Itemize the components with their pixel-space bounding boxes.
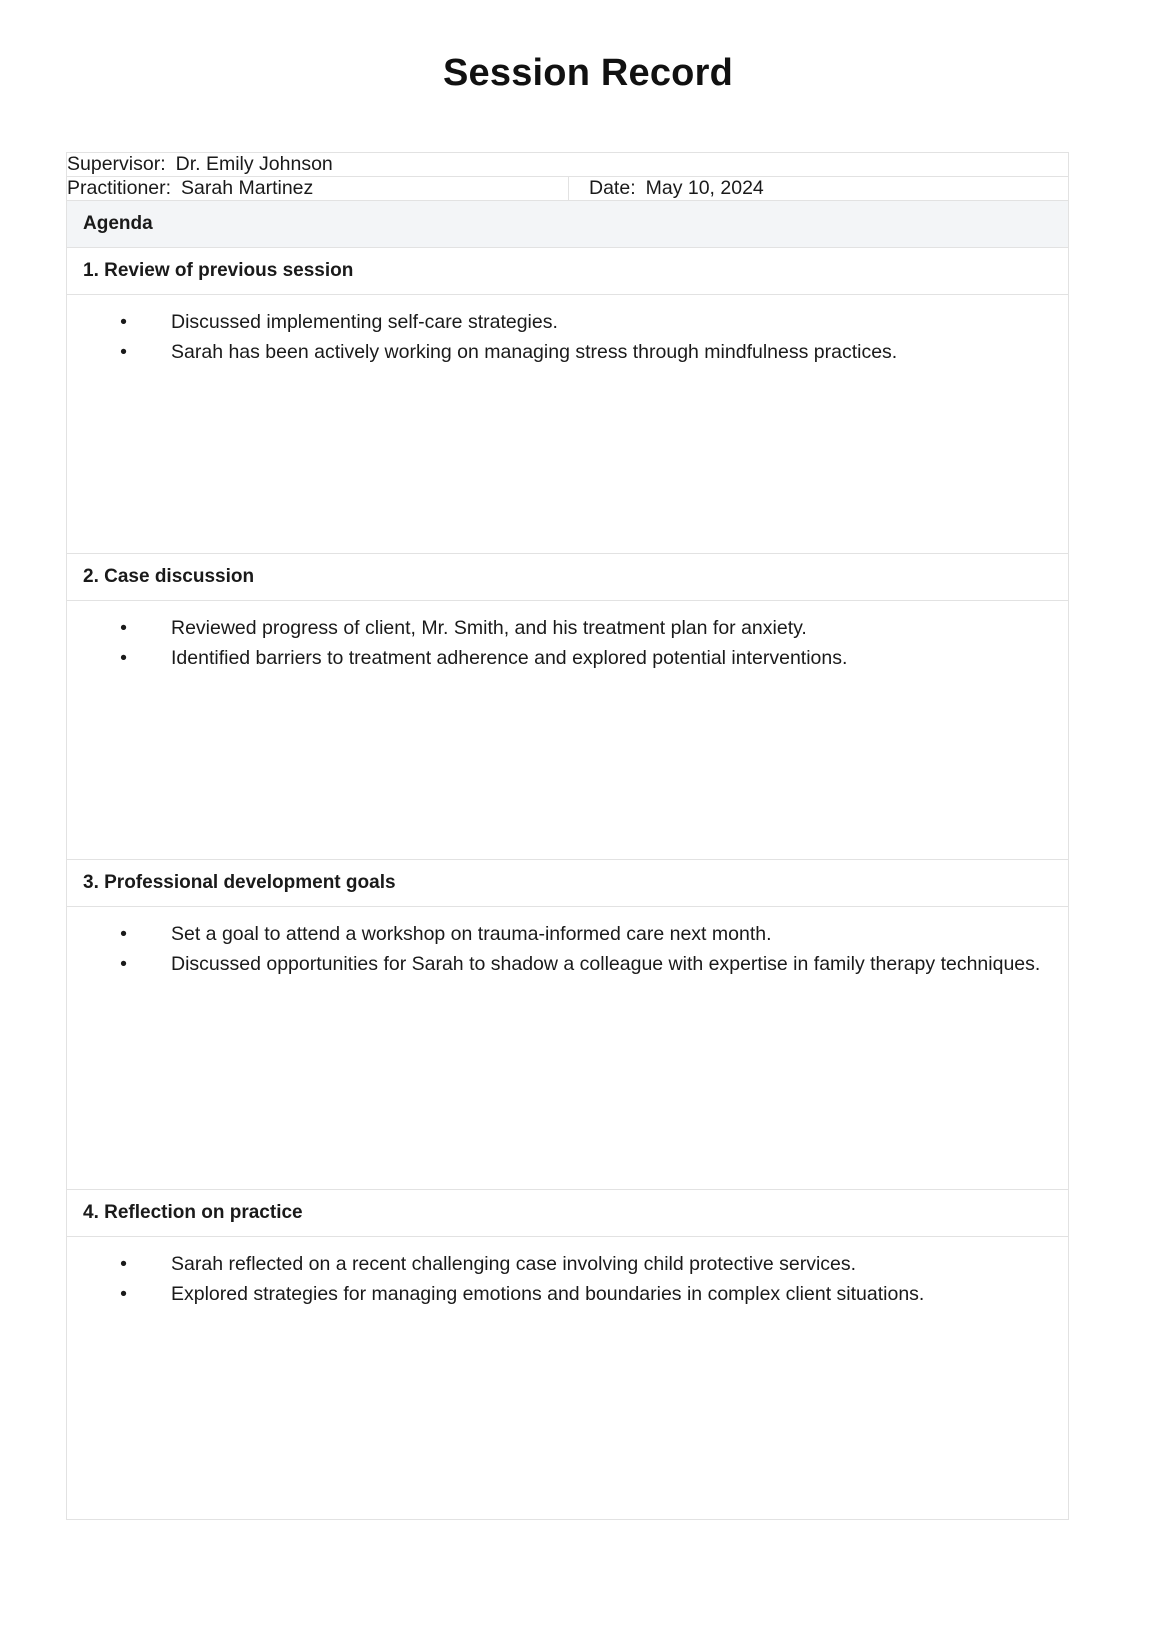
agenda-header-label: Agenda [83,213,153,234]
page-title: Session Record [442,52,733,94]
list-item [75,339,1046,367]
list-item-text: Explored strategies for managing emotions and boundaries in complex client situations. [171,1282,925,1305]
supervisor-cell [67,153,1069,177]
section-title-3: 3. Professional development goals [83,872,396,893]
date-label: Date: [589,177,636,199]
table-row-section-title-4 [67,1190,1069,1237]
section-title-2: 2. Case discussion [83,566,255,587]
section-title-cell-4 [67,1190,1069,1237]
section-body-cell-1 [67,295,1069,554]
bullet-icon: • [120,617,127,639]
list-item [75,309,1046,337]
supervisor-value: Dr. Emily Johnson [175,153,333,175]
list-item-text: Discussed opportunities for Sarah to shadow a colleague with expertise in family therapy techniques. [171,952,1041,975]
bullet-icon: • [120,340,127,363]
date-cell [569,177,1069,201]
list-item-text: Identified barriers to treatment adherence and explored potential interventions. [171,646,848,669]
table-row-section-title-1 [67,248,1069,295]
list-item-text: Reviewed progress of client, Mr. Smith, and his treatment plan for anxiety. [171,617,807,639]
bullet-icon: • [120,311,127,333]
section-body-3 [67,907,1068,990]
section-body-cell-2 [67,601,1069,860]
bullet-icon: • [120,952,127,975]
date-value: May 10, 2024 [645,177,764,199]
table-row-section-body-4 [67,1237,1069,1520]
bullet-icon: • [120,923,127,945]
list-item-text: Discussed implementing self-care strategies. [171,311,558,333]
practitioner-label: Practitioner: [67,177,172,199]
table-row-section-title-3 [67,860,1069,907]
section-title-1: 1. Review of previous session [83,260,354,281]
table-row-section-title-2 [67,554,1069,601]
section-body-2 [67,601,1068,684]
list-item [75,1281,1046,1309]
list-item-text: Set a goal to attend a workshop on trauma-informed care next month. [171,923,772,945]
table-row-supervisor [67,153,1069,177]
section-body-cell-4 [67,1237,1069,1520]
section-body-4 [67,1237,1068,1320]
supervisor-label: Supervisor: [67,153,166,175]
section-title-cell-3 [67,860,1069,907]
list-item [75,615,1046,643]
session-record-table [66,152,1069,1520]
table-row-section-body-2 [67,601,1069,860]
list-item [75,921,1046,949]
list-item [75,951,1046,979]
section-title-cell-2 [67,554,1069,601]
table-row-section-body-1 [67,295,1069,554]
table-row-section-body-3 [67,907,1069,1190]
list-item-text: Sarah reflected on a recent challenging case involving child protective services. [171,1253,857,1275]
bullet-icon: • [120,1282,127,1305]
list-item [75,645,1046,673]
section-body-1 [67,295,1068,378]
list-item-text: Sarah has been actively working on managing stress through mindfulness practices. [171,340,898,363]
agenda-header-cell [67,201,1069,248]
section-title-4: 4. Reflection on practice [83,1202,303,1223]
practitioner-value: Sarah Martinez [181,177,314,199]
list-item [75,1251,1046,1279]
table-row-agenda-header [67,201,1069,248]
table-row-practitioner-date [67,177,1069,201]
bullet-icon: • [120,1253,127,1275]
section-title-cell-1 [67,248,1069,295]
bullet-icon: • [120,646,127,669]
practitioner-cell [67,177,569,201]
section-body-cell-3 [67,907,1069,1190]
